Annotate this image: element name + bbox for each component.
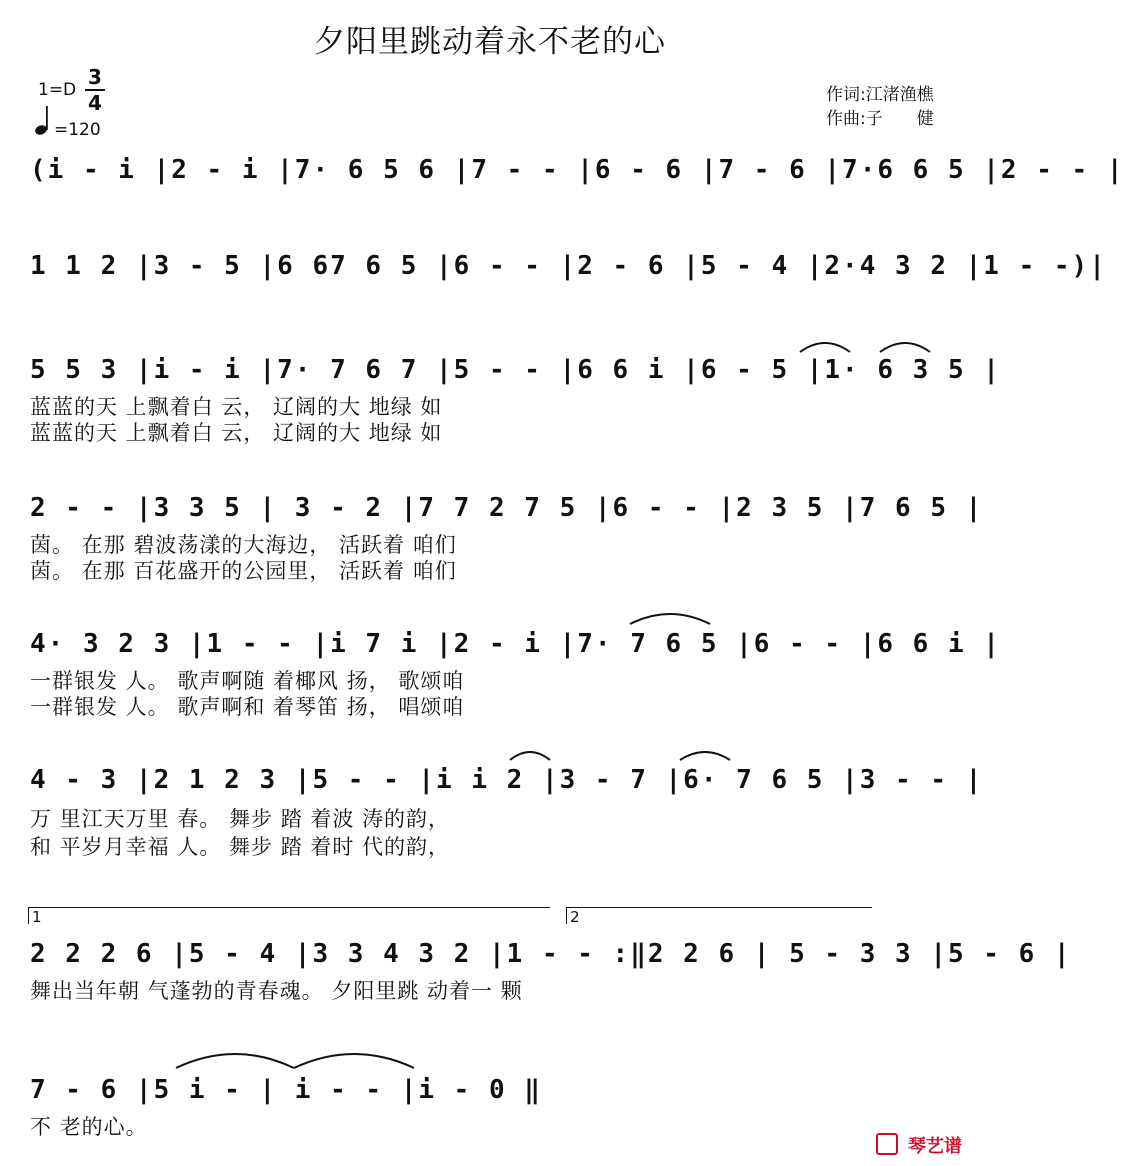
tempo-mark: =120 — [54, 120, 101, 140]
lyrics-line8: 不 老的心。 — [30, 1115, 148, 1139]
staff-system-5: 4· 3 2 3 |1 - - |i 7 i |2 - i |7· 7 6 5 |6 - - |6 6 i | — [30, 629, 1001, 659]
lyricist-credit: 作词:江渚渔樵 — [826, 85, 934, 105]
second-ending-number: 2 — [570, 908, 580, 926]
watermark-logo — [876, 1132, 962, 1158]
quarter-note-icon — [34, 104, 54, 136]
lyrics-line7: 舞出当年朝 气蓬勃的青春魂。 夕阳里跳 动着一 颗 — [30, 979, 523, 1003]
slur-marks — [730, 334, 940, 356]
lyrics-verse2-line4: 茵。 在那 百花盛开的公园里， 活跃着 咱们 — [30, 559, 457, 583]
lyrics-verse1-line6: 万 里江天万里 春。 舞步 踏 着波 涛的韵， — [30, 807, 451, 831]
time-signature — [85, 66, 105, 114]
watermark-text: 琴艺谱 — [908, 1136, 962, 1157]
staff-system-2: 1 1 2 |3 - 5 |6 67 6 5 |6 - - |2 - 6 |5 - 4 |2·4 3 2 |1 - -)| — [30, 251, 1107, 281]
lyrics-verse1-line3: 蓝蓝的天 上飘着白 云， 辽阔的大 地绿 如 — [30, 395, 443, 419]
staff-system-6: 4 - 3 |2 1 2 3 |5 - - |i i 2 |3 - 7 |6· 7 6 5 |3 - - | — [30, 765, 984, 795]
time-signature-upper: 3 — [88, 65, 102, 89]
staff-system-4: 2 - - |3 3 5 | 3 - 2 |7 7 2 7 5 |6 - - |2 3 5 |7 6 5 | — [30, 493, 984, 523]
lyrics-verse2-line5: 一群银发 人。 歌声啊和 着琴笛 扬， 唱颂咱 — [30, 695, 465, 719]
lyrics-verse2-line6: 和 平岁月幸福 人。 舞步 踏 着时 代的韵， — [30, 835, 451, 859]
song-title: 夕阳里跳动着永不老的心 — [314, 24, 666, 60]
first-ending-number: 1 — [32, 908, 42, 926]
first-ending-bracket — [28, 907, 550, 924]
time-signature-lower: 4 — [88, 91, 102, 115]
staff-system-1: (i - i |2 - i |7· 6 5 6 |7 - - |6 - 6 |7 - 6 |7·6 6 5 |2 - - | — [30, 155, 1125, 185]
lyrics-verse2-line3: 蓝蓝的天 上飘着白 云， 辽阔的大 地绿 如 — [30, 421, 443, 445]
staff-system-3: 5 5 3 |i - i |7· 7 6 7 |5 - - |6 6 i |6 - 5 |1· 6 3 5 | — [30, 355, 1001, 385]
staff-system-7: 2 2 2 6 |5 - 4 |3 3 4 3 2 |1 - - :‖2 2 6 | 5 - 3 3 |5 - 6 | — [30, 939, 1072, 969]
second-ending-bracket — [566, 907, 872, 924]
composer-credit: 作曲:子 健 — [826, 109, 934, 129]
lyrics-verse1-line5: 一群银发 人。 歌声啊随 着椰风 扬， 歌颂咱 — [30, 669, 465, 693]
logo-icon — [876, 1133, 898, 1155]
key-signature: 1=D — [38, 80, 77, 100]
staff-system-8: 7 - 6 |5 i - | i - - |i - 0 ‖ — [30, 1075, 542, 1105]
slur-mark-6 — [500, 742, 740, 764]
lyrics-verse1-line4: 茵。 在那 碧波荡漾的大海边， 活跃着 咱们 — [30, 533, 457, 557]
slur-mark-5 — [620, 606, 720, 628]
tie-marks-final — [170, 1046, 430, 1072]
